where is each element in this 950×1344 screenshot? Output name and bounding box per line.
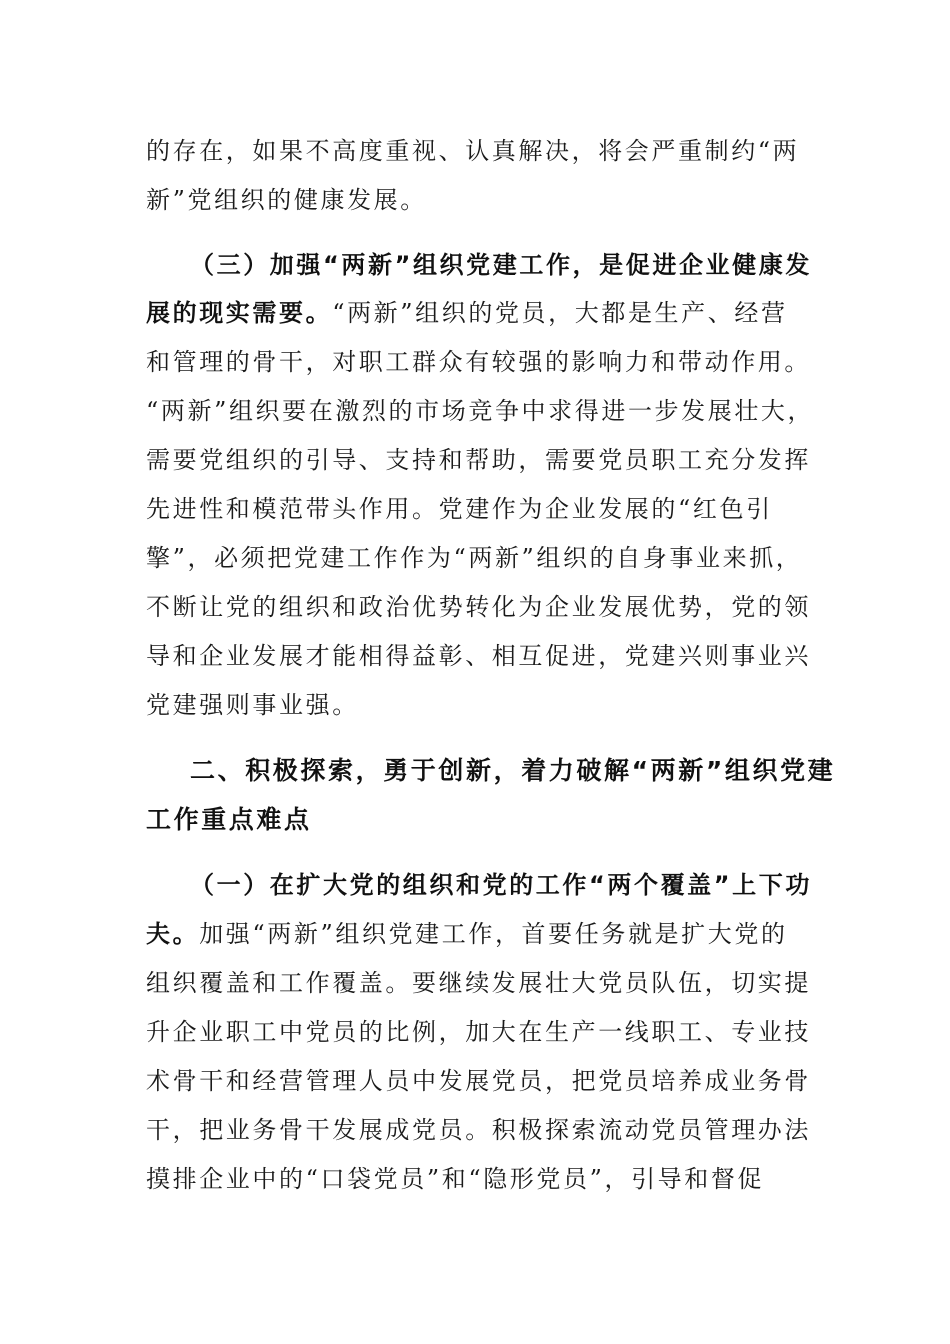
text-span: 加强“两新”组织党建工作，首要任务就是扩大党的	[199, 920, 788, 948]
text-line: “两新”组织要在激烈的市场竞争中求得进一步发展壮大，	[146, 397, 815, 425]
text-line: 党建强则事业强。	[146, 691, 359, 719]
text-span: “两新”组织的党员，大都是生产、经营	[332, 299, 788, 327]
text-line: 不断让党的组织和政治优势转化为企业发展优势，党的领	[146, 593, 811, 621]
text-line	[146, 914, 816, 954]
subheading-one-end: 夫。	[146, 920, 200, 948]
text-line: 新”党组织的健康发展。	[146, 186, 427, 214]
text-line: 需要党组织的引导、支持和帮助，需要党员职工充分发挥	[146, 446, 811, 474]
text-line	[146, 293, 816, 333]
section-heading: 二、积极探索，勇于创新，着力破解“两新”组织党建	[190, 756, 836, 785]
text-line: 摸排企业中的“口袋党员”和“隐形党员”，引导和督促	[146, 1165, 765, 1193]
subheading-three: （三）加强“两新”组织党建工作，是促进企业健康发	[190, 251, 812, 279]
text-line: 先进性和模范带头作用。党建作为企业发展的“红色引	[146, 495, 773, 523]
text-line: 术骨干和经营管理人员中发展党员，把党员培养成业务骨	[146, 1067, 811, 1095]
text-line: 和管理的骨干，对职工群众有较强的影响力和带动作用。	[146, 348, 811, 376]
text-line: 升企业职工中党员的比例，加大在生产一线职工、专业技	[146, 1018, 811, 1046]
text-line: 组织覆盖和工作覆盖。要继续发展壮大党员队伍，切实提	[146, 969, 811, 997]
text-line: 导和企业发展才能相得益彰、相互促进，党建兴则事业兴	[146, 642, 811, 670]
section-heading-continued: 工作重点难点	[146, 805, 312, 834]
subheading-three-end: 展的现实需要。	[146, 299, 333, 327]
text-line: 的存在，如果不高度重视、认真解决，将会严重制约“两	[146, 137, 800, 165]
text-line: 干，把业务骨干发展成党员。积极探索流动党员管理办法	[146, 1116, 811, 1144]
subheading-one: （一）在扩大党的组织和党的工作“两个覆盖”上下功	[190, 871, 812, 899]
text-line: 擎”，必须把党建工作作为“两新”组织的自身事业来抓，	[146, 544, 803, 572]
